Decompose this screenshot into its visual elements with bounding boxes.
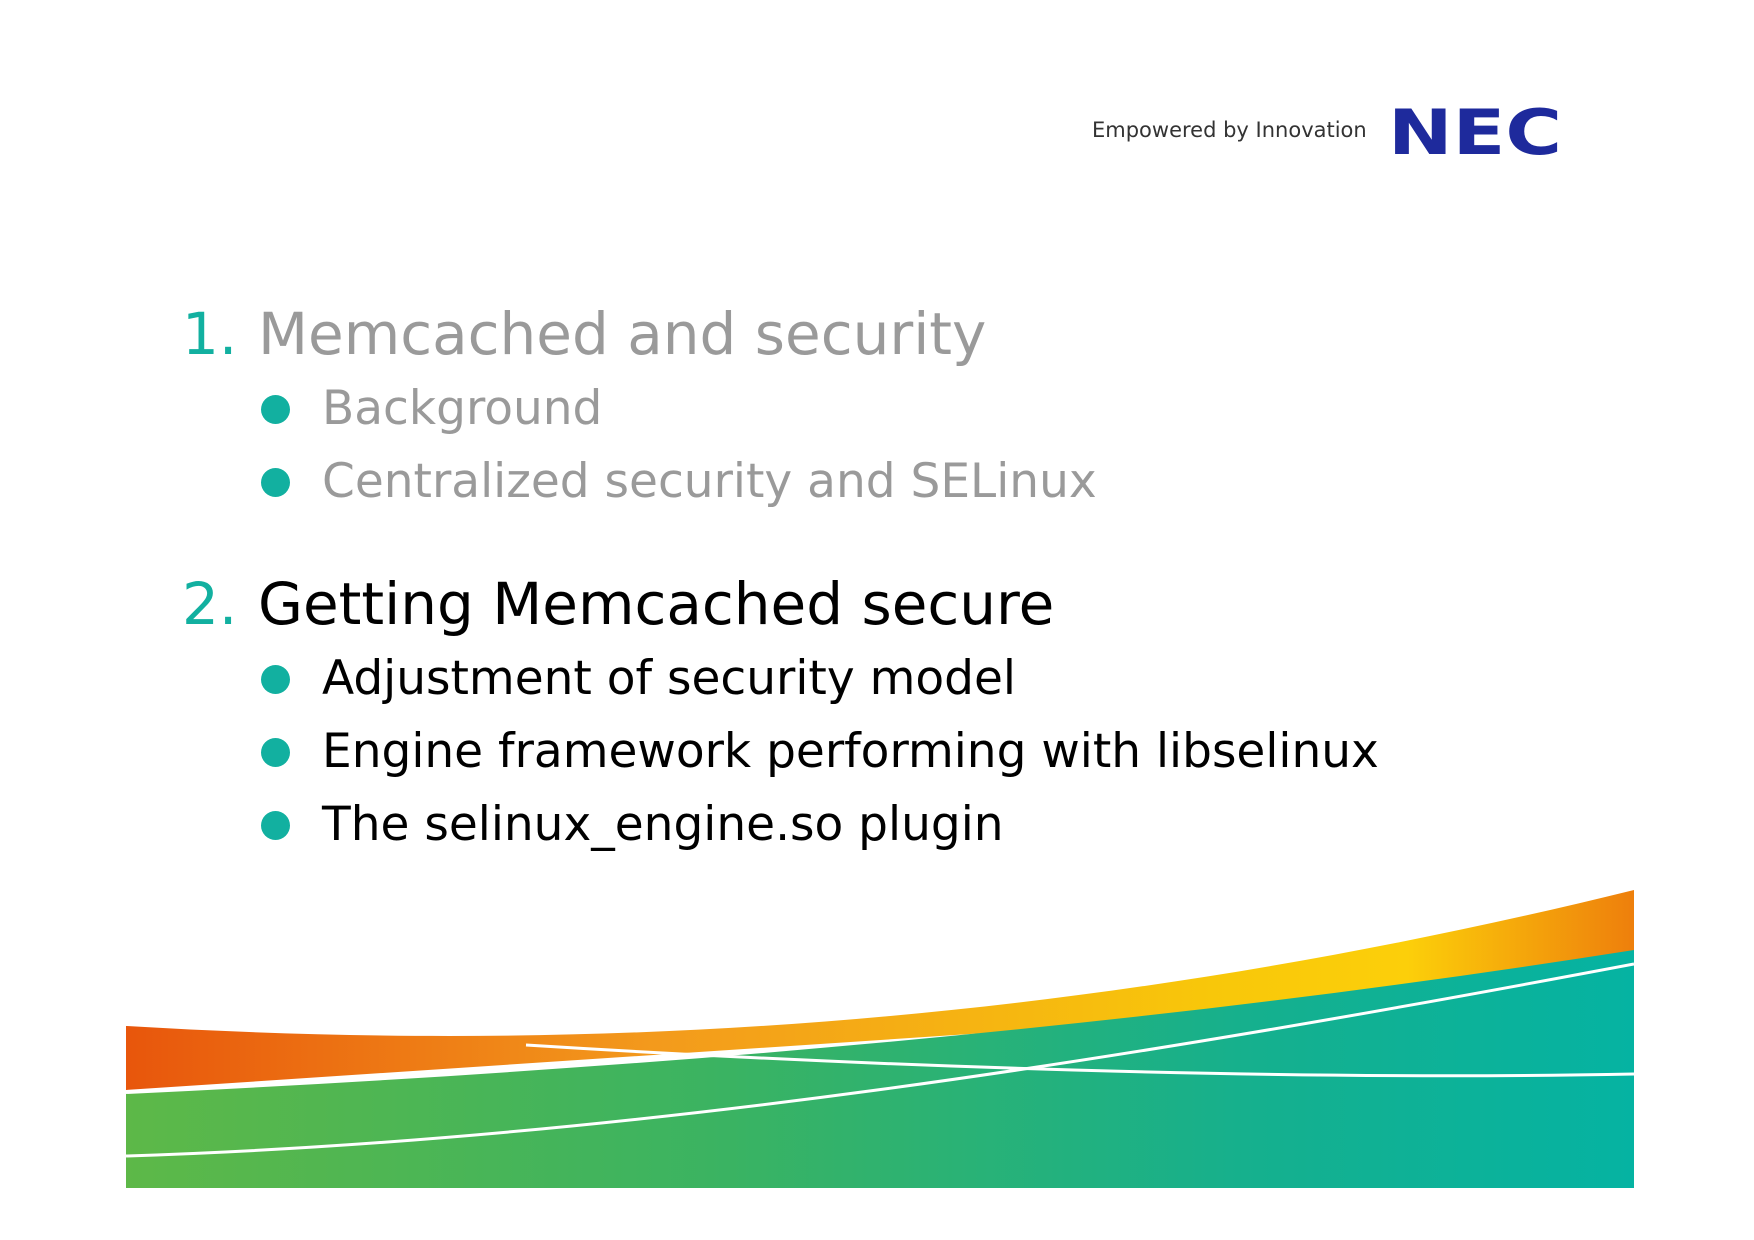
bullet-text: The selinux_engine.so plugin <box>322 797 1004 852</box>
bullet-dot-icon <box>261 468 290 497</box>
bullet-item <box>182 715 1582 788</box>
agenda-list <box>182 300 1582 861</box>
nec-logo-icon <box>1388 104 1564 160</box>
bullet-text: Engine framework performing with libselinux <box>322 724 1379 779</box>
decorative-wave-banner <box>126 890 1634 1188</box>
section-title-text: Getting Memcached secure <box>258 570 1055 638</box>
bullet-item <box>182 372 1582 445</box>
bullet-text: Centralized security and SELinux <box>322 454 1097 509</box>
agenda-section-2 <box>182 570 1582 861</box>
bullet-text: Adjustment of security model <box>322 651 1016 706</box>
section-title <box>182 300 1582 372</box>
logo-text: NEC <box>1388 104 1562 160</box>
bullet-dot-icon <box>261 665 290 694</box>
section-number: 2. <box>182 570 238 638</box>
bullet-item <box>182 788 1582 861</box>
bullet-item <box>182 642 1582 715</box>
bullet-dot-icon <box>261 811 290 840</box>
bullet-list <box>182 372 1582 518</box>
bullet-text: Background <box>322 381 603 436</box>
bullet-dot-icon <box>261 395 290 424</box>
bullet-item <box>182 445 1582 518</box>
section-title-text: Memcached and security <box>258 300 987 368</box>
section-number: 1. <box>182 300 238 368</box>
bullet-dot-icon <box>261 738 290 767</box>
brand-tagline: Empowered by Innovation <box>1092 118 1367 142</box>
section-title <box>182 570 1582 642</box>
agenda-section-1 <box>182 300 1582 518</box>
bullet-list <box>182 642 1582 861</box>
